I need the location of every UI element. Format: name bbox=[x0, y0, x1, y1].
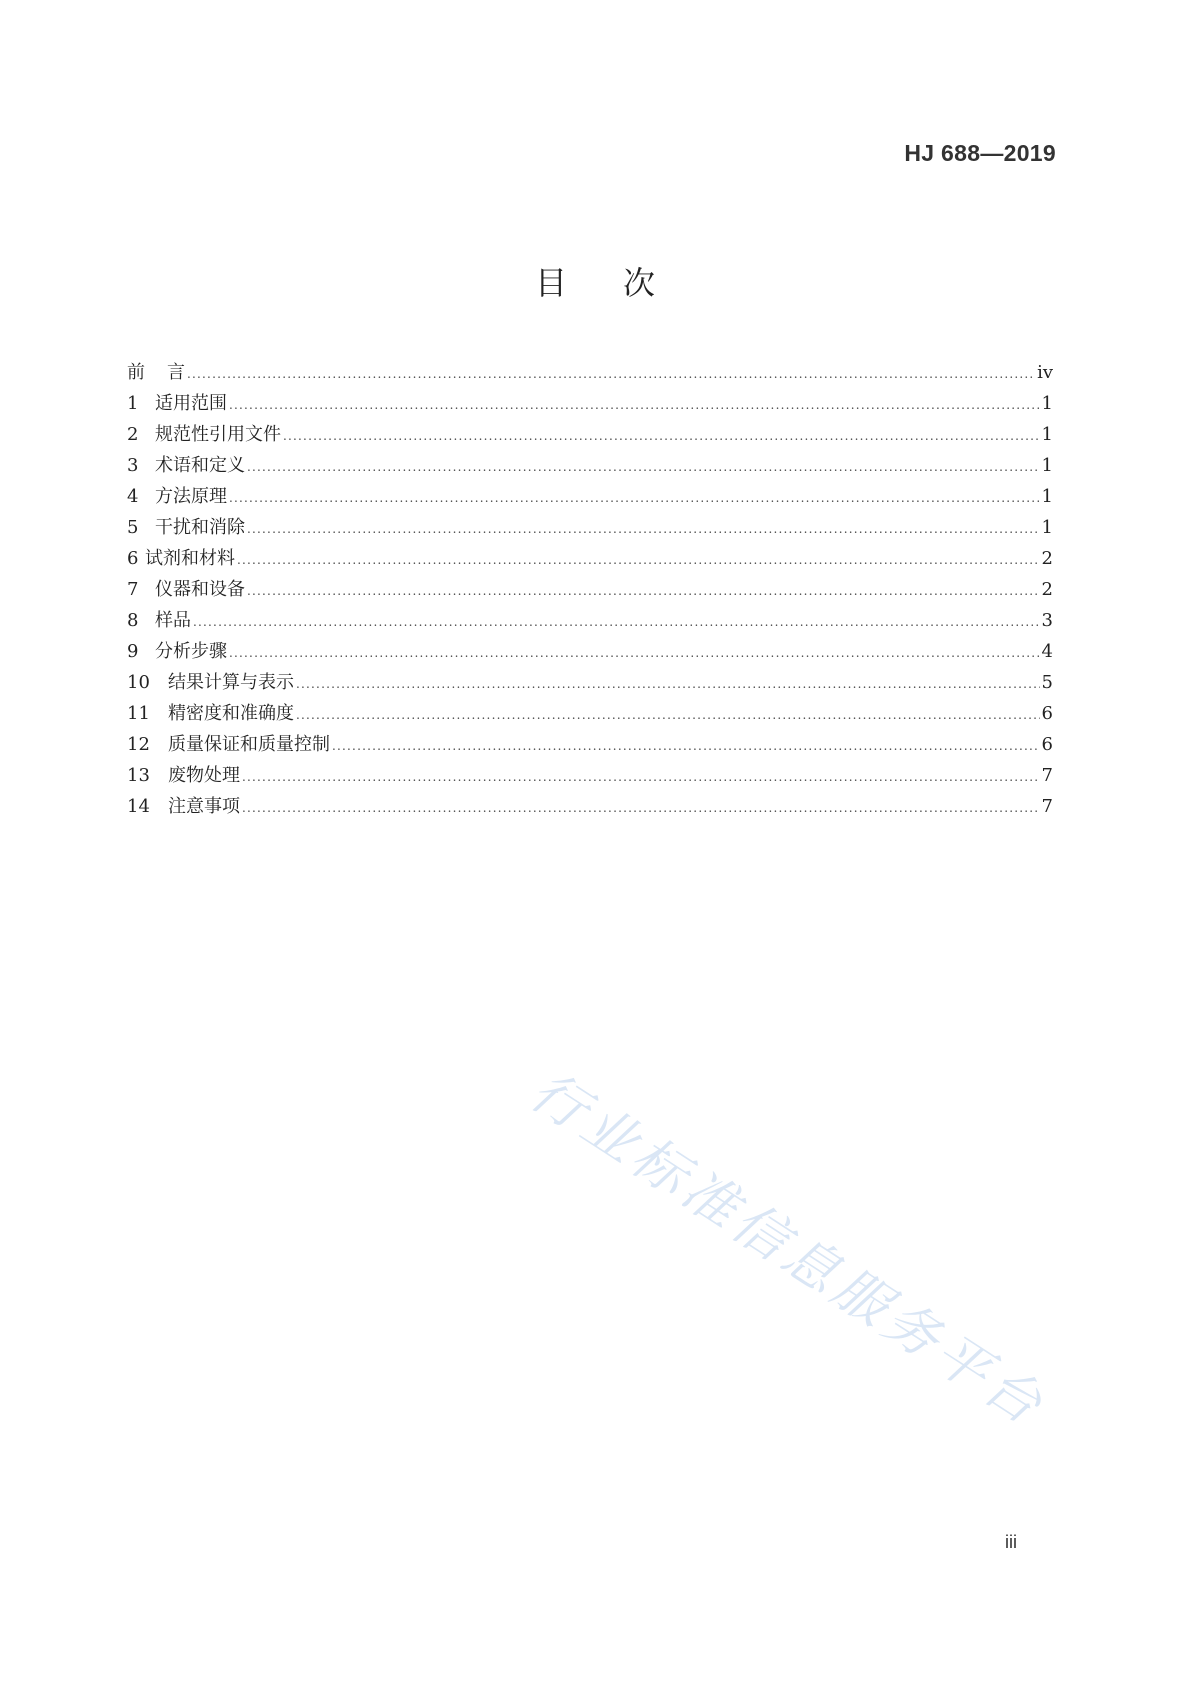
toc-entry[interactable] bbox=[127, 450, 1053, 481]
document-code: HJ 688—2019 bbox=[904, 140, 1056, 166]
toc-leader-dots bbox=[242, 762, 1040, 793]
toc-entry-page: iv bbox=[1037, 362, 1053, 383]
toc-leader-dots bbox=[332, 731, 1040, 762]
toc-entry-page: 1 bbox=[1041, 517, 1053, 538]
toc-leader-dots bbox=[296, 700, 1040, 731]
toc-entry-label: 干扰和消除 bbox=[155, 517, 245, 538]
toc-entry-page: 3 bbox=[1041, 610, 1053, 631]
toc-leader-dots bbox=[229, 638, 1040, 669]
toc-entry[interactable] bbox=[127, 512, 1053, 543]
toc-entry-number: 11 bbox=[127, 703, 150, 724]
toc-entry[interactable] bbox=[127, 388, 1053, 419]
toc-leader-dots bbox=[229, 483, 1040, 514]
toc-entry-page: 6 bbox=[1041, 734, 1053, 755]
toc-entry-label: 试剂和材料 bbox=[145, 548, 235, 569]
toc-entry[interactable] bbox=[127, 636, 1053, 667]
toc-entry-label: 精密度和准确度 bbox=[168, 703, 294, 724]
toc-entry-page: 6 bbox=[1041, 703, 1053, 724]
toc-entry-page: 1 bbox=[1041, 486, 1053, 507]
toc-entry-label: 术语和定义 bbox=[155, 455, 245, 476]
toc-entry-page: 1 bbox=[1041, 455, 1053, 476]
toc-entry-number: 2 bbox=[127, 424, 139, 445]
toc-entry-number: 4 bbox=[127, 486, 139, 507]
toc-entry[interactable] bbox=[127, 698, 1053, 729]
toc-entry-label: 质量保证和质量控制 bbox=[168, 734, 330, 755]
toc-entry[interactable] bbox=[127, 574, 1053, 605]
toc-entry-number: 6 bbox=[127, 548, 139, 569]
toc-entry[interactable] bbox=[127, 729, 1053, 760]
toc-entry-number: 14 bbox=[127, 796, 150, 817]
toc-entry-label: 适用范围 bbox=[155, 393, 227, 414]
toc-entry-label: 注意事项 bbox=[168, 796, 240, 817]
toc-entry[interactable] bbox=[127, 791, 1053, 822]
toc-entry-page: 2 bbox=[1041, 548, 1053, 569]
toc-entry-page: 2 bbox=[1041, 579, 1053, 600]
toc-entry-label: 样品 bbox=[155, 610, 191, 631]
toc-entry-number: 9 bbox=[127, 641, 139, 662]
toc-entry-number: 3 bbox=[127, 455, 139, 476]
toc-entry-number: 13 bbox=[127, 765, 150, 786]
toc-entry-label: 分析步骤 bbox=[155, 641, 227, 662]
toc-entry-number: 8 bbox=[127, 610, 139, 631]
watermark: 行业标准信息服务平台 bbox=[519, 1059, 1058, 1439]
table-of-contents bbox=[127, 357, 1053, 822]
toc-entry-page: 7 bbox=[1041, 796, 1053, 817]
toc-title-char-1: 目 bbox=[534, 264, 567, 302]
toc-entry[interactable] bbox=[127, 667, 1053, 698]
toc-entry-foreword[interactable] bbox=[127, 357, 1053, 388]
toc-entry[interactable] bbox=[127, 760, 1053, 791]
toc-entry-label: 废物处理 bbox=[168, 765, 240, 786]
toc-entry-number: 1 bbox=[127, 393, 139, 414]
toc-entry-page: 1 bbox=[1041, 424, 1053, 445]
toc-entry-page: 1 bbox=[1041, 393, 1053, 414]
toc-leader-dots bbox=[247, 452, 1040, 483]
toc-entry-label: 结果计算与表示 bbox=[168, 672, 294, 693]
toc-title-char-2: 次 bbox=[623, 264, 656, 302]
toc-entry[interactable] bbox=[127, 419, 1053, 450]
toc-leader-dots bbox=[193, 607, 1040, 638]
toc-entry-page: 5 bbox=[1041, 672, 1053, 693]
toc-entry-number: 5 bbox=[127, 517, 139, 538]
toc-leader-dots bbox=[296, 669, 1040, 700]
toc-entry-label: 前 言 bbox=[127, 362, 185, 383]
toc-leader-dots bbox=[247, 514, 1040, 545]
toc-leader-dots bbox=[242, 793, 1040, 824]
toc-entry-number: 10 bbox=[127, 672, 150, 693]
toc-entry-label: 规范性引用文件 bbox=[155, 424, 281, 445]
toc-entry[interactable] bbox=[127, 543, 1053, 574]
toc-leader-dots bbox=[247, 576, 1040, 607]
toc-entry-label: 方法原理 bbox=[155, 486, 227, 507]
page-number: iii bbox=[1005, 1532, 1017, 1552]
toc-entry-number: 12 bbox=[127, 734, 150, 755]
toc-leader-dots bbox=[283, 421, 1040, 452]
toc-entry[interactable] bbox=[127, 481, 1053, 512]
toc-title bbox=[0, 258, 1190, 304]
toc-leader-dots bbox=[187, 359, 1035, 390]
toc-entry-page: 7 bbox=[1041, 765, 1053, 786]
toc-entry-label: 仪器和设备 bbox=[155, 579, 245, 600]
toc-entry-number: 7 bbox=[127, 579, 139, 600]
toc-leader-dots bbox=[237, 545, 1040, 576]
toc-entry[interactable] bbox=[127, 605, 1053, 636]
toc-entry-page: 4 bbox=[1041, 641, 1053, 662]
toc-leader-dots bbox=[229, 390, 1040, 421]
